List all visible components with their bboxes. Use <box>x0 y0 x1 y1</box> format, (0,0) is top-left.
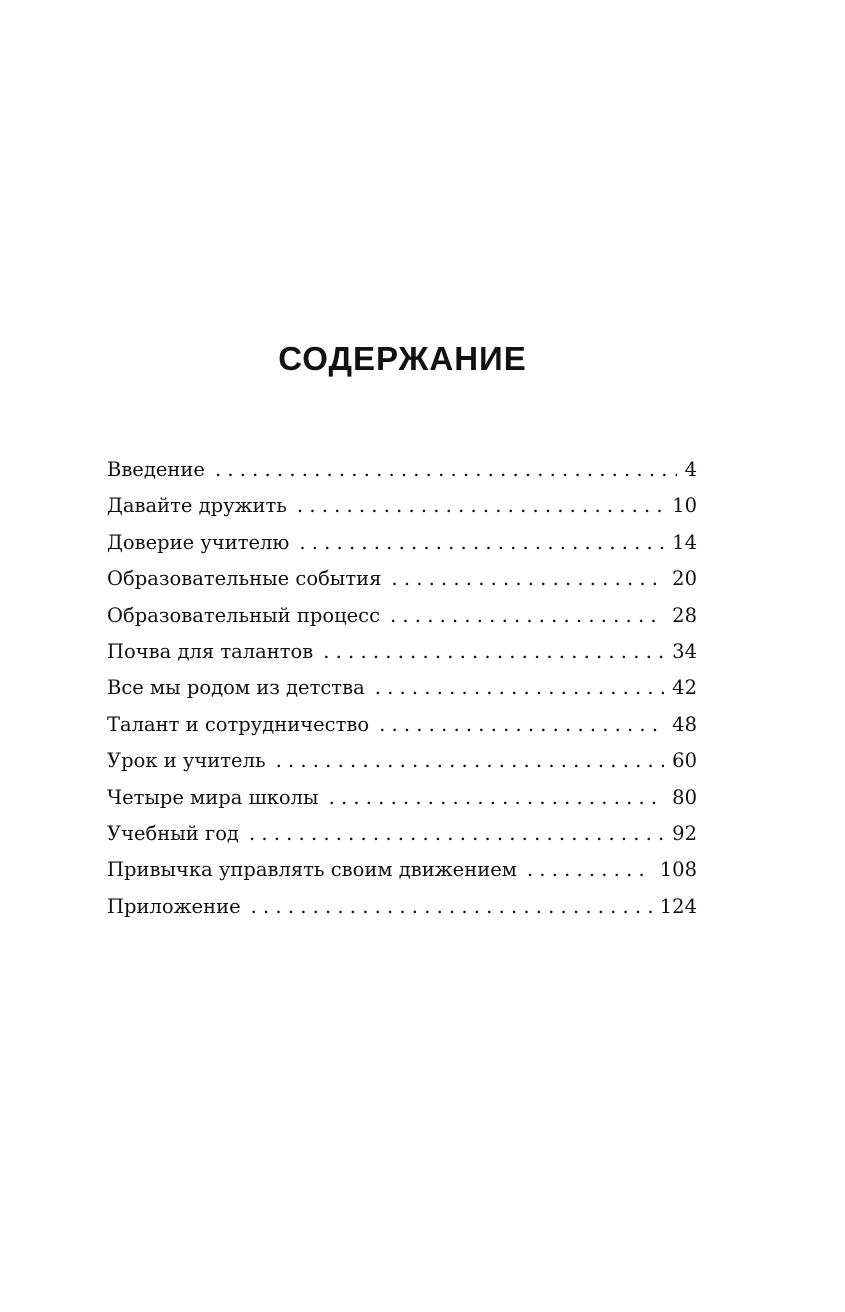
toc-entry-title: Учебный год <box>107 821 239 845</box>
dot-leader <box>379 713 664 736</box>
toc-entry-title: Образовательные события <box>107 567 382 591</box>
toc-entry-educational-events[interactable] <box>107 567 697 603</box>
toc-entry-school-year[interactable] <box>107 822 697 858</box>
toc-entry-educational-process[interactable] <box>107 604 697 640</box>
toc-entry-page: 108 <box>659 858 697 882</box>
dot-leader <box>215 458 677 481</box>
toc-entry-title: Все мы родом из детства <box>107 676 365 700</box>
dot-leader <box>390 604 664 627</box>
toc-entry-page: 28 <box>672 603 697 627</box>
page-title: СОДЕРЖАНИЕ <box>278 340 527 377</box>
dot-leader <box>375 676 664 699</box>
table-of-contents <box>107 458 697 931</box>
toc-entry-introduction[interactable] <box>107 458 697 494</box>
toc-entry-page: 20 <box>672 567 697 591</box>
toc-entry-lets-be-friends[interactable] <box>107 494 697 530</box>
dot-leader <box>391 567 664 590</box>
toc-entry-title: Введение <box>107 458 205 481</box>
dot-leader <box>323 640 664 663</box>
toc-entry-page: 10 <box>672 494 697 518</box>
toc-entry-four-worlds-of-school[interactable] <box>107 786 697 822</box>
toc-entry-title: Давайте дружить <box>107 494 287 518</box>
dot-leader <box>297 494 664 517</box>
toc-entry-page: 48 <box>672 712 697 736</box>
dot-leader <box>251 895 652 918</box>
dot-leader <box>249 822 664 845</box>
toc-entry-trust-in-teacher[interactable] <box>107 531 697 567</box>
toc-entry-title: Четыре мира школы <box>107 785 319 809</box>
toc-entry-title: Почва для талантов <box>107 639 314 663</box>
toc-entry-page: 42 <box>672 676 697 700</box>
toc-entry-title: Приложение <box>107 894 241 918</box>
toc-entry-talent-and-cooperation[interactable] <box>107 713 697 749</box>
toc-entry-habit-of-movement[interactable] <box>107 858 697 894</box>
toc-entry-page: 34 <box>672 639 697 663</box>
dot-leader <box>329 786 665 809</box>
toc-entry-lesson-and-teacher[interactable] <box>107 749 697 785</box>
dot-leader <box>299 531 664 554</box>
toc-entry-page: 60 <box>672 749 697 773</box>
toc-entry-page: 4 <box>684 458 697 481</box>
dot-leader <box>276 749 665 772</box>
toc-entry-title: Талант и сотрудничество <box>107 712 370 736</box>
dot-leader <box>527 858 652 881</box>
toc-entry-appendix[interactable] <box>107 895 697 931</box>
toc-entry-title: Образовательный процесс <box>107 603 380 627</box>
toc-entry-page: 14 <box>672 530 697 554</box>
toc-entry-title: Урок и учитель <box>107 749 266 773</box>
toc-entry-title: Доверие учителю <box>107 530 290 554</box>
toc-entry-page: 124 <box>659 894 697 918</box>
toc-entry-from-childhood[interactable] <box>107 676 697 712</box>
toc-entry-title: Привычка управлять своим движением <box>107 858 517 882</box>
toc-entry-page: 80 <box>672 785 697 809</box>
toc-entry-soil-for-talents[interactable] <box>107 640 697 676</box>
toc-entry-page: 92 <box>672 821 697 845</box>
